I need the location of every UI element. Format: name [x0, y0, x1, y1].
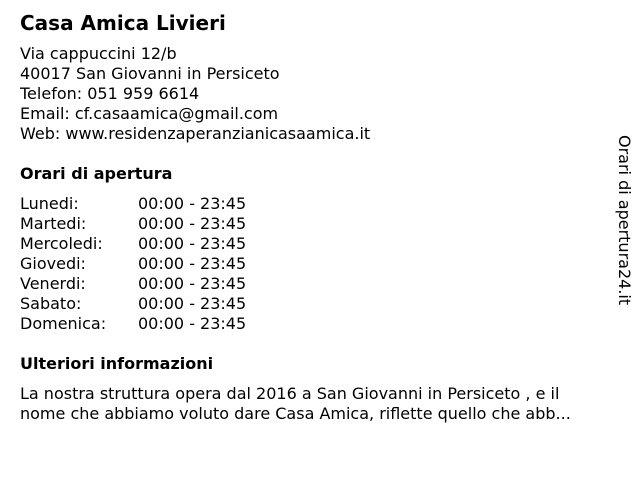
day-label: Lunedi:	[20, 194, 79, 213]
time-range: 00:00 - 23:45	[138, 294, 247, 313]
day-label: Domenica:	[20, 314, 107, 333]
day-label: Mercoledi:	[20, 234, 103, 253]
phone-number[interactable]: Telefon: 051 959 6614	[20, 84, 200, 103]
additional-info-text	[20, 384, 620, 424]
address-city: 40017 San Giovanni in Persiceto	[20, 64, 280, 83]
day-label: Venerdi:	[20, 274, 86, 293]
website-link[interactable]: Web: www.residenzaperanzianicasaamica.it	[20, 124, 371, 143]
additional-info-heading: Ulteriori informazioni	[20, 354, 214, 373]
time-range: 00:00 - 23:45	[138, 234, 247, 253]
opening-hours-heading: Orari di apertura	[20, 164, 173, 183]
time-range: 00:00 - 23:45	[138, 274, 247, 293]
business-name: Casa Amica Livieri	[20, 11, 226, 35]
info-line-1: La nostra struttura opera dal 2016 a San Giovanni in Persiceto , e il	[20, 384, 560, 403]
site-watermark: Orari di apertura24.it	[615, 135, 634, 306]
address-street: Via cappuccini 12/b	[20, 44, 177, 63]
contact-details	[20, 44, 370, 144]
day-label: Sabato:	[20, 294, 82, 313]
time-range: 00:00 - 23:45	[138, 254, 247, 273]
info-line-2: nome che abbiamo voluto dare Casa Amica, riflette quello che abb...	[20, 404, 571, 423]
email-address[interactable]: Email: cf.casaamica@gmail.com	[20, 104, 279, 123]
day-label: Giovedi:	[20, 254, 86, 273]
time-range: 00:00 - 23:45	[138, 194, 247, 213]
day-label: Martedi:	[20, 214, 87, 233]
time-range: 00:00 - 23:45	[138, 314, 247, 333]
time-range: 00:00 - 23:45	[138, 214, 247, 233]
